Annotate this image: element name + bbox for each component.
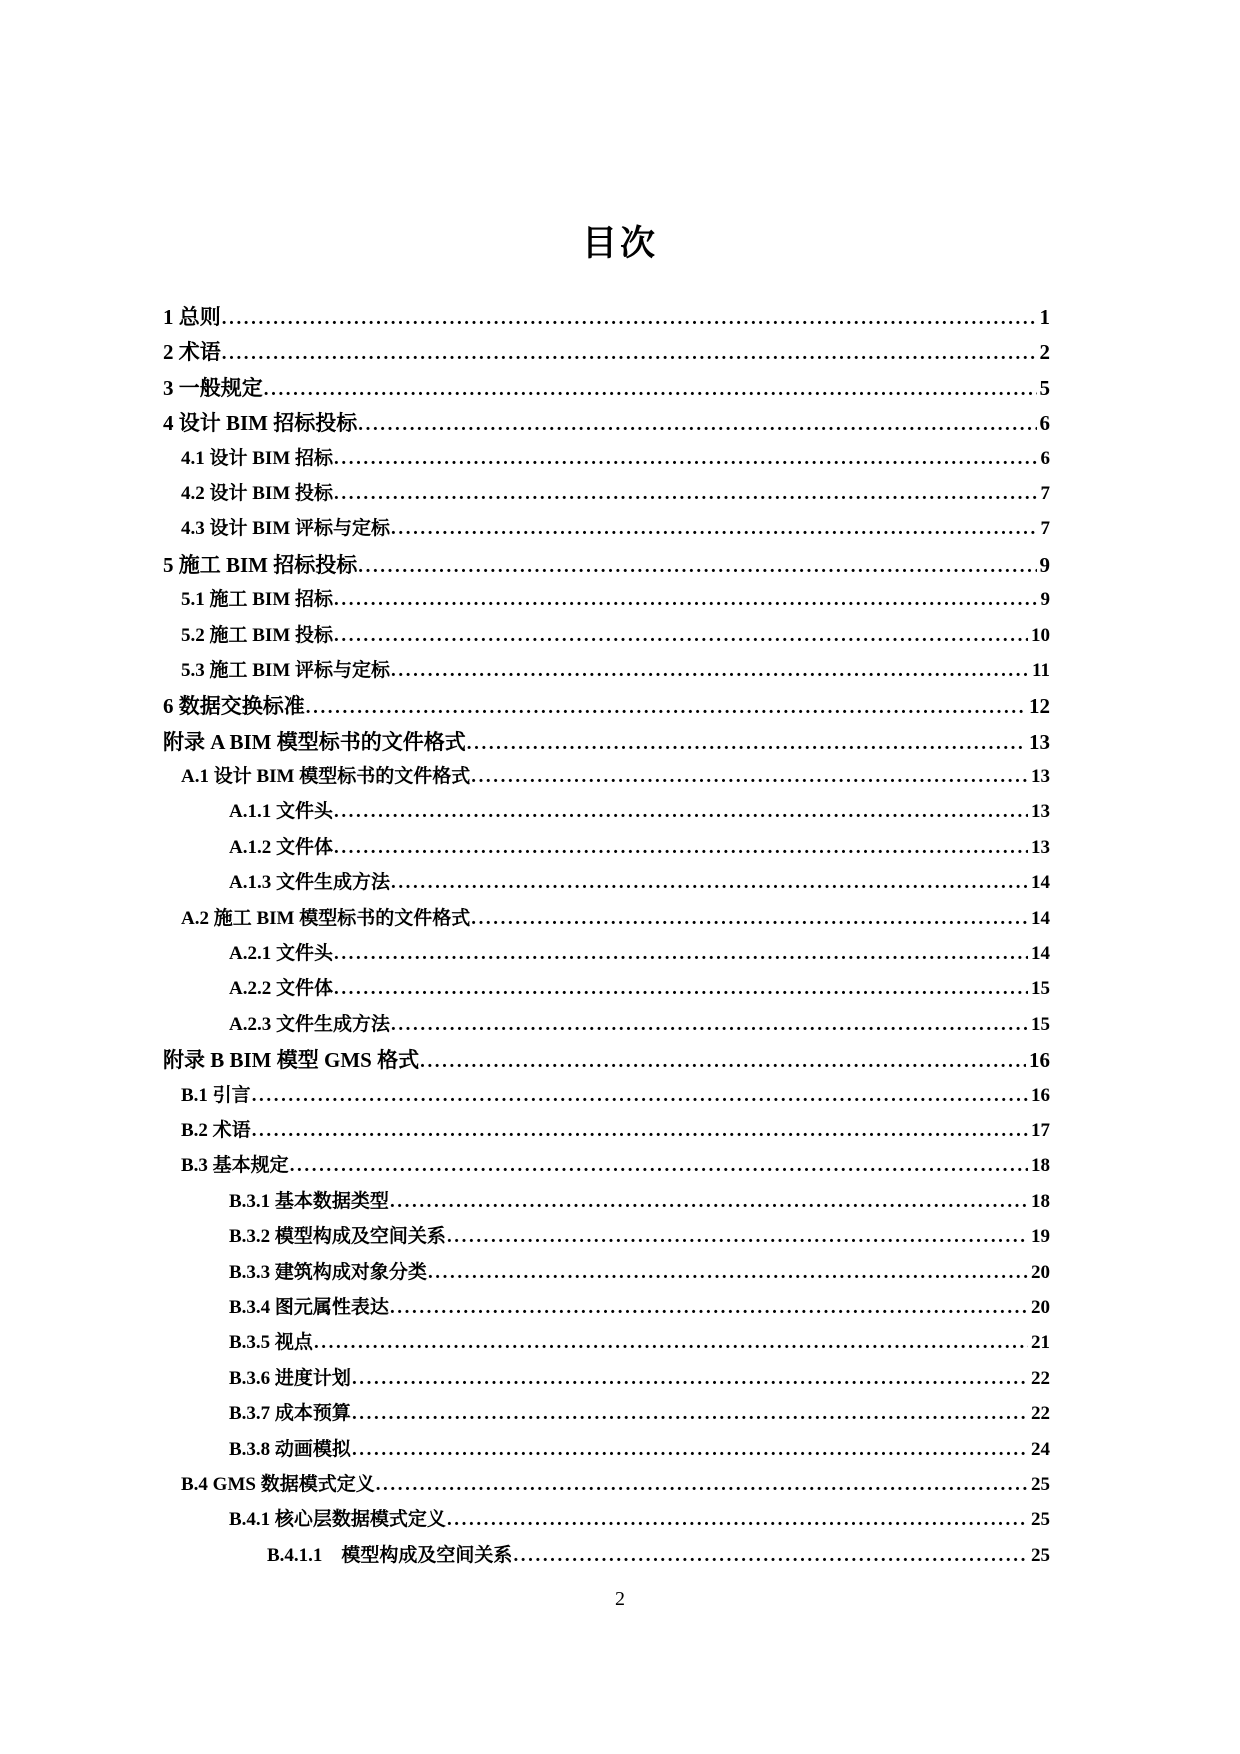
toc-leader-dots bbox=[513, 1545, 1028, 1567]
toc-entry-label: A.2.1 文件头 bbox=[229, 943, 333, 965]
toc-entry-label: B.3 基本规定 bbox=[181, 1155, 289, 1177]
toc-entry bbox=[163, 1292, 1050, 1327]
toc-leader-dots bbox=[376, 1474, 1028, 1496]
toc-entry bbox=[163, 1009, 1050, 1044]
toc-leader-dots bbox=[264, 379, 1037, 401]
toc-entry-page: 14 bbox=[1031, 943, 1050, 965]
toc-entry bbox=[163, 1257, 1050, 1292]
toc-entry-page: 22 bbox=[1031, 1367, 1050, 1389]
toc-entry bbox=[163, 1469, 1050, 1504]
toc-entry-label: A.2.3 文件生成方法 bbox=[229, 1013, 390, 1035]
toc-entry-label: A.2 施工 BIM 模型标书的文件格式 bbox=[181, 907, 471, 929]
toc-entry-page: 7 bbox=[1040, 518, 1050, 540]
toc-entry-page: 24 bbox=[1031, 1438, 1050, 1460]
toc-entry-label: A.1.1 文件头 bbox=[229, 801, 333, 823]
toc-entry bbox=[163, 478, 1050, 513]
toc-leader-dots bbox=[391, 660, 1029, 682]
toc-entry bbox=[163, 1398, 1050, 1433]
toc-leader-dots bbox=[352, 1368, 1028, 1390]
toc-leader-dots bbox=[447, 1509, 1028, 1531]
toc-entry bbox=[163, 407, 1050, 442]
toc-entry bbox=[163, 1540, 1050, 1575]
toc-leader-dots bbox=[471, 908, 1028, 930]
toc-entry bbox=[163, 1327, 1050, 1362]
toc-entry bbox=[163, 1434, 1050, 1469]
toc-entry-label: 1 总则 bbox=[163, 305, 221, 329]
toc-entry bbox=[163, 549, 1050, 584]
toc-entry-label: A.2.2 文件体 bbox=[229, 978, 333, 1000]
toc-entry bbox=[163, 1044, 1050, 1079]
toc-entry-page: 11 bbox=[1032, 659, 1050, 681]
toc-entry-label: 附录 B BIM 模型 GMS 格式 bbox=[163, 1048, 420, 1073]
toc-leader-dots bbox=[306, 697, 1026, 719]
toc-leader-dots bbox=[358, 414, 1036, 436]
toc-entry-label: 4.2 设计 BIM 投标 bbox=[181, 482, 334, 504]
toc-entry bbox=[163, 1186, 1050, 1221]
footer-page-number: 2 bbox=[615, 1588, 625, 1610]
toc-entry bbox=[163, 690, 1050, 725]
toc-entry-label: 2 术语 bbox=[163, 340, 221, 365]
toc-leader-dots bbox=[447, 1226, 1028, 1248]
toc-leader-dots bbox=[334, 978, 1028, 1000]
toc-leader-dots bbox=[314, 1332, 1028, 1354]
toc-entry bbox=[163, 903, 1050, 938]
toc-entry bbox=[163, 443, 1050, 478]
toc-entry-page: 16 bbox=[1031, 1084, 1050, 1106]
toc-entry-page: 6 bbox=[1039, 411, 1050, 436]
toc-entry-page: 25 bbox=[1031, 1509, 1050, 1531]
toc-leader-dots bbox=[222, 343, 1037, 365]
toc-entry-page: 18 bbox=[1031, 1190, 1050, 1212]
toc-leader-dots bbox=[222, 308, 1037, 330]
toc-entry-label: B.3.6 进度计划 bbox=[229, 1367, 351, 1389]
toc-entry-page: 2 bbox=[1039, 340, 1050, 365]
toc-entry-page: 20 bbox=[1031, 1261, 1050, 1283]
toc-entry-page: 15 bbox=[1031, 978, 1050, 1000]
toc-entry-page: 14 bbox=[1031, 907, 1050, 929]
toc-entry-label: B.3.7 成本预算 bbox=[229, 1403, 351, 1425]
toc-leader-dots bbox=[252, 1085, 1028, 1107]
toc-entry bbox=[163, 1363, 1050, 1398]
toc-entry-page: 12 bbox=[1029, 694, 1050, 719]
toc-leader-dots bbox=[334, 483, 1037, 505]
toc-entry-page: 5 bbox=[1039, 375, 1050, 400]
toc-entry-page: 22 bbox=[1031, 1403, 1050, 1425]
toc-leader-dots bbox=[334, 837, 1028, 859]
toc-leader-dots bbox=[391, 1014, 1028, 1036]
toc-entry-label: B.4 GMS 数据模式定义 bbox=[181, 1473, 375, 1495]
toc-entry-label: B.3.4 图元属性表达 bbox=[229, 1296, 389, 1318]
toc-leader-dots bbox=[252, 1120, 1028, 1142]
toc-entry-label: 5.2 施工 BIM 投标 bbox=[181, 624, 334, 646]
toc-entry bbox=[163, 1504, 1050, 1539]
toc-entry bbox=[163, 372, 1050, 407]
toc-entry-page: 15 bbox=[1031, 1013, 1050, 1035]
toc-entry-page: 6 bbox=[1040, 447, 1050, 469]
toc-entry bbox=[163, 513, 1050, 548]
toc-leader-dots bbox=[334, 589, 1037, 611]
toc-leader-dots bbox=[352, 1403, 1028, 1425]
toc-leader-dots bbox=[334, 625, 1028, 647]
toc-entry-label: B.4.1 核心层数据模式定义 bbox=[229, 1509, 446, 1531]
toc-entry-label: A.1.2 文件体 bbox=[229, 836, 333, 858]
toc-entry bbox=[163, 1080, 1050, 1115]
toc-entry-label: 4.1 设计 BIM 招标 bbox=[181, 447, 334, 469]
toc-leader-dots bbox=[334, 448, 1037, 470]
toc-entry-page: 9 bbox=[1039, 552, 1050, 577]
toc-entry-page: 9 bbox=[1040, 589, 1050, 611]
toc-entry-page: 21 bbox=[1031, 1332, 1050, 1354]
toc-entry-label: 3 一般规定 bbox=[163, 375, 263, 400]
toc-entry-page: 16 bbox=[1029, 1048, 1050, 1073]
toc-entry-label: 4.3 设计 BIM 评标与定标 bbox=[181, 518, 391, 540]
toc-leader-dots bbox=[471, 766, 1028, 788]
toc-entry-page: 13 bbox=[1031, 836, 1050, 858]
toc-leader-dots bbox=[391, 518, 1037, 540]
toc-entry-label: 5.1 施工 BIM 招标 bbox=[181, 589, 334, 611]
toc-entry bbox=[163, 938, 1050, 973]
toc-entry bbox=[163, 655, 1050, 690]
toc-entry bbox=[163, 1221, 1050, 1256]
toc-entry-label: 5.3 施工 BIM 评标与定标 bbox=[181, 659, 391, 681]
toc-entry-label: B.3.8 动画模拟 bbox=[229, 1438, 351, 1460]
toc-entry-page: 13 bbox=[1031, 801, 1050, 823]
toc-entry-page: 19 bbox=[1031, 1226, 1050, 1248]
toc-entry-page: 25 bbox=[1031, 1473, 1050, 1495]
toc-entry bbox=[163, 1150, 1050, 1185]
toc-entry bbox=[163, 761, 1050, 796]
toc-entry-page: 1 bbox=[1039, 305, 1050, 329]
toc-entry bbox=[163, 832, 1050, 867]
toc-leader-dots bbox=[334, 943, 1028, 965]
toc-entry bbox=[163, 796, 1050, 831]
toc-entry-page: 7 bbox=[1040, 482, 1050, 504]
toc-entry bbox=[163, 336, 1050, 371]
toc-entry bbox=[163, 867, 1050, 902]
toc-leader-dots bbox=[352, 1439, 1028, 1461]
toc-entry-page: 13 bbox=[1029, 729, 1050, 754]
toc-entry-label: B.1 引言 bbox=[181, 1084, 251, 1106]
toc-entry-page: 17 bbox=[1031, 1119, 1050, 1141]
toc-entry-label: B.3.1 基本数据类型 bbox=[229, 1190, 389, 1212]
toc-entry-label: B.3.2 模型构成及空间关系 bbox=[229, 1226, 446, 1248]
toc-entry-label: 6 数据交换标准 bbox=[163, 694, 305, 719]
toc-entry-page: 13 bbox=[1031, 766, 1050, 788]
toc-entry bbox=[163, 973, 1050, 1008]
toc-entry bbox=[163, 620, 1050, 655]
page-title: 目次 bbox=[581, 224, 658, 265]
toc-entry-page: 14 bbox=[1031, 872, 1050, 894]
toc-entry-page: 20 bbox=[1031, 1296, 1050, 1318]
toc-entry bbox=[163, 1115, 1050, 1150]
toc-entry-label: A.1.3 文件生成方法 bbox=[229, 872, 390, 894]
toc-entry-label: 附录 A BIM 模型标书的文件格式 bbox=[163, 729, 466, 754]
toc-entry-label: A.1 设计 BIM 模型标书的文件格式 bbox=[181, 766, 471, 788]
toc-leader-dots bbox=[358, 556, 1036, 578]
toc-entry-label: B.3.3 建筑构成对象分类 bbox=[229, 1261, 427, 1283]
toc-entry bbox=[163, 726, 1050, 761]
toc-entry-page: 18 bbox=[1031, 1155, 1050, 1177]
toc-list bbox=[163, 301, 1050, 1575]
toc-leader-dots bbox=[390, 1191, 1028, 1213]
toc-entry-page: 25 bbox=[1031, 1544, 1050, 1566]
toc-entry-label: B.3.5 视点 bbox=[229, 1332, 313, 1354]
toc-entry bbox=[163, 584, 1050, 619]
toc-leader-dots bbox=[467, 733, 1026, 755]
toc-leader-dots bbox=[428, 1262, 1028, 1284]
toc-leader-dots bbox=[390, 1297, 1028, 1319]
toc-entry-page: 10 bbox=[1031, 624, 1050, 646]
toc-leader-dots bbox=[290, 1155, 1028, 1177]
toc-leader-dots bbox=[334, 801, 1028, 823]
toc-entry bbox=[163, 301, 1050, 336]
toc-entry-label: 4 设计 BIM 招标投标 bbox=[163, 411, 358, 436]
toc-leader-dots bbox=[391, 872, 1028, 894]
toc-entry-label: B.2 术语 bbox=[181, 1119, 251, 1141]
toc-leader-dots bbox=[420, 1051, 1026, 1073]
toc-entry-label: 5 施工 BIM 招标投标 bbox=[163, 552, 358, 577]
toc-entry-label: B.4.1.1 模型构成及空间关系 bbox=[267, 1544, 513, 1566]
